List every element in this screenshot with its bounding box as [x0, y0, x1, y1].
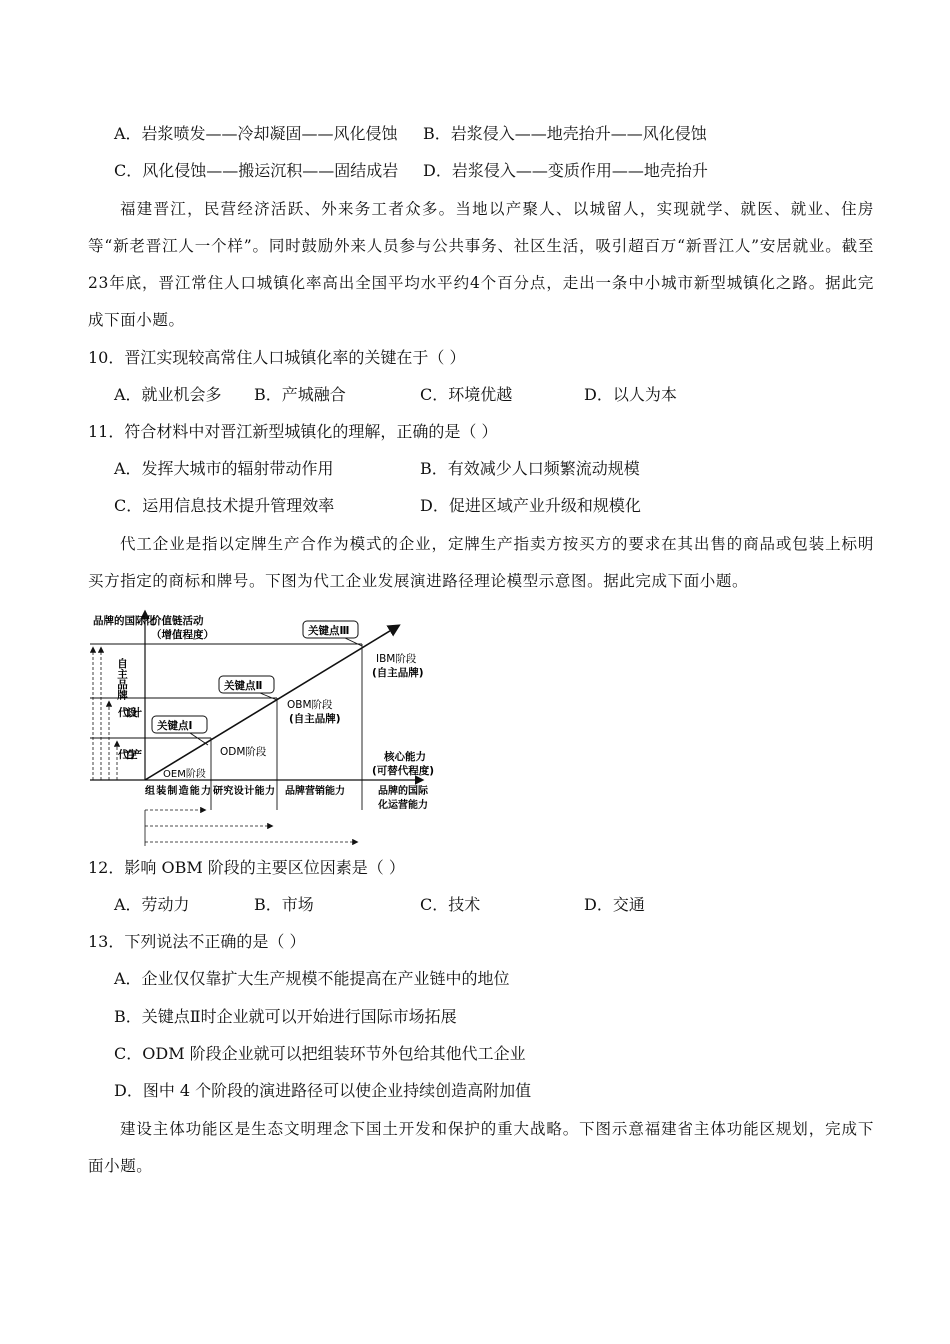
q9-option-a: A．岩浆喷发——冷却凝固——风化侵蚀 — [114, 124, 398, 143]
evolution-path — [145, 626, 398, 780]
q13-option-d: D．图中 4 个阶段的演进路径可以使企业持续创造高附加值 — [114, 1081, 532, 1100]
left-self-brand: 自主品牌 — [116, 658, 128, 700]
passage-oem: 代工企业是指以定牌生产合作为模式的企业，定牌生产指卖方按买方的要求在其出售的商品或包装上标明买方指定的商标和牌号。下图为代工企业发展演进路径理论模型示意图。据此完成下面小题。 — [88, 535, 874, 590]
stage-obm-sub: (自主品牌) — [289, 713, 341, 725]
q12-option-c: C．技术 — [420, 895, 481, 914]
q12-option-d: D．交通 — [584, 895, 645, 914]
left-oem-produce: 代工生产 — [118, 749, 142, 761]
q12-option-b: B．市场 — [254, 895, 314, 914]
x-axis-sub: (可替代程度) — [372, 765, 435, 777]
stage-ibm: IBM阶段 — [376, 653, 417, 665]
key-point-3: 关键点Ⅲ — [308, 625, 350, 637]
capability-assembly: 组装制造能力 — [145, 786, 211, 797]
value-chain-sub: （增值程度） — [151, 629, 214, 641]
key-point-1: 关键点Ⅰ — [157, 720, 193, 732]
left-oem-design: 代工设计 — [118, 707, 142, 719]
q11-option-b: B．有效减少人口频繁流动规模 — [420, 459, 640, 478]
stage-oem: OEM阶段 — [163, 769, 206, 780]
q11-option-c: C．运用信息技术提升管理效率 — [114, 496, 335, 515]
passage-jinjiang: 福建晋江，民营经济活跃、外来务工者众多。当地以产聚人、以城留人，实现就学、就医、就业、住房等“新老晋江人一个样”。同时鼓励外来人员参与公共事务、社区生活，吸引超百万“新晋江人”安居就业。截至23年底，晋江常住人口城镇化率高出全国平均水平约4个百分点，走出一条中小城市新型城镇化之路。据此完成下面小题。 — [88, 200, 874, 329]
q11-option-a: A．发挥大城市的辐射带动作用 — [114, 459, 334, 478]
q13-option-b: B．关键点Ⅱ时企业就可以开始进行国际市场拓展 — [114, 1007, 457, 1026]
key-point-2: 关键点Ⅱ — [224, 680, 263, 692]
q10-option-a: A．就业机会多 — [114, 385, 222, 404]
q11-stem: 11．符合材料中对晋江新型城镇化的理解，正确的是（ ） — [88, 422, 498, 441]
capability-intl-b: 化运营能力 — [378, 800, 428, 811]
q11-option-d: D．促进区域产业升级和规模化 — [420, 496, 641, 515]
q13-stem: 13．下列说法不正确的是（ ） — [88, 932, 306, 951]
q9-option-d: D．岩浆侵入——变质作用——地壳抬升 — [423, 161, 708, 180]
stage-obm: OBM阶段 — [287, 699, 333, 711]
stage-odm: ODM阶段 — [220, 746, 267, 758]
value-chain-label: 价值链活动 — [151, 615, 204, 627]
q13-option-a: A．企业仅仅靠扩大生产规模不能提高在产业链中的地位 — [114, 969, 510, 988]
oem-evolution-diagram — [86, 608, 435, 848]
q12-option-a: A．劳动力 — [114, 895, 190, 914]
x-axis-title: 核心能力 — [384, 751, 426, 763]
capability-intl-a: 品牌的国际 — [378, 786, 428, 797]
q9-option-c: C．风化侵蚀——搬运沉积——固结成岩 — [114, 161, 399, 180]
q12-stem: 12．影响 OBM 阶段的主要区位因素是（ ） — [88, 858, 405, 877]
capability-marketing: 品牌营销能力 — [285, 786, 345, 797]
q10-option-d: D．以人为本 — [584, 385, 677, 404]
q9-option-b: B．岩浆侵入——地壳抬升——风化侵蚀 — [423, 124, 707, 143]
stage-ibm-sub: (自主品牌) — [372, 667, 424, 679]
capability-design: 研究设计能力 — [213, 786, 275, 797]
y-axis-title: 品牌的国际化 — [93, 615, 156, 627]
passage-fujian: 建设主体功能区是生态文明理念下国土开发和保护的重大战略。下图示意福建省主体功能区规划，完成下面小题。 — [88, 1120, 874, 1175]
q10-stem: 10．晋江实现较高常住人口城镇化率的关键在于（ ） — [88, 348, 466, 367]
q10-option-b: B．产城融合 — [254, 385, 346, 404]
q10-option-c: C．环境优越 — [420, 385, 513, 404]
q13-option-c: C．ODM 阶段企业就可以把组装环节外包给其他代工企业 — [114, 1044, 526, 1063]
